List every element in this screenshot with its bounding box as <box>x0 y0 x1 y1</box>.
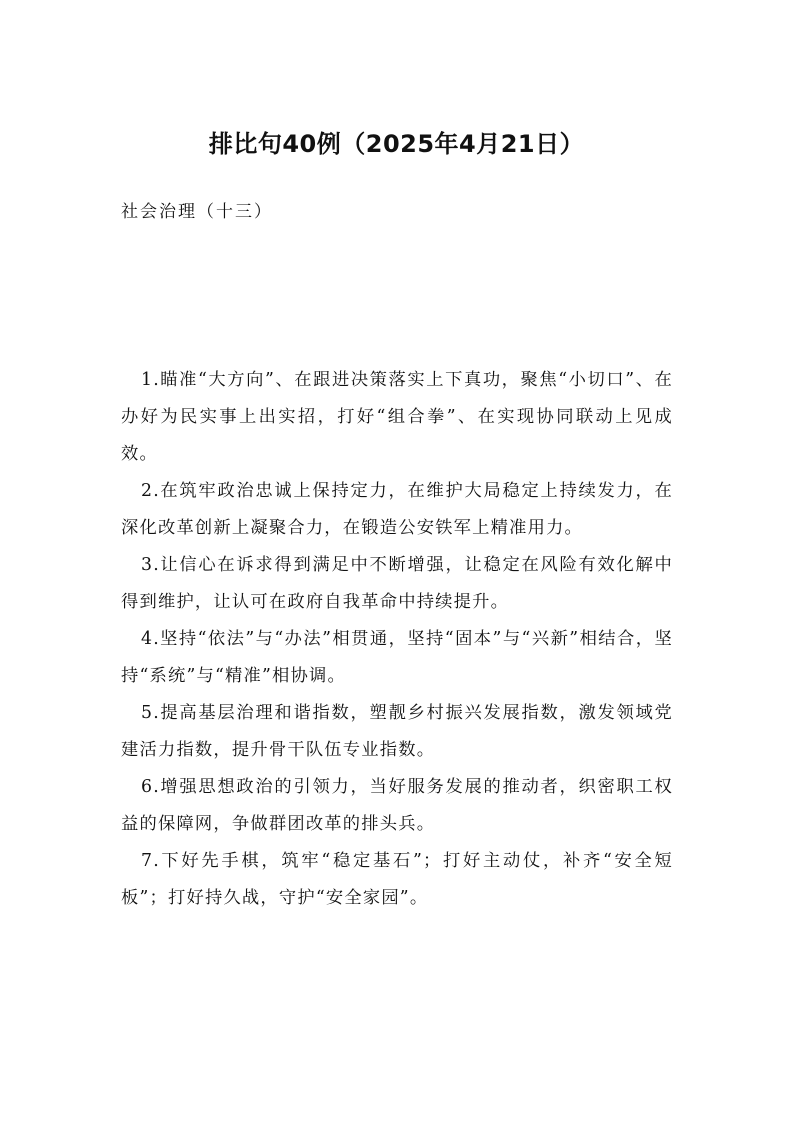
paragraph-6: 6.增强思想政治的引领力，当好服务发展的推动者，织密职工权益的保障网，争做群团改革的排头兵。 <box>121 777 673 834</box>
document-title: 排比句40例（2025年4月21日） <box>208 130 585 158</box>
paragraph-5: 5.提高基层治理和谐指数，塑靓乡村振兴发展指数，激发领域党建活力指数，提升骨干队伍专业指数。 <box>121 703 673 760</box>
paragraph-7: 7.下好先手棋，筑牢“稳定基石”；打好主动仗，补齐“安全短板”；打好持久战，守护“安全家园”。 <box>121 851 673 908</box>
document-subtitle: 社会治理（十三） <box>121 202 273 222</box>
document-body <box>121 362 673 917</box>
paragraph-3: 3.让信心在诉求得到满足中不断增强，让稳定在风险有效化解中得到维护，让认可在政府自我革命中持续提升。 <box>121 555 673 612</box>
paragraph-1: 1.瞄准“大方向”、在跟进决策落实上下真功，聚焦“小切口”、在办好为民实事上出实招，打好“组合拳”、在实现协同联动上见成效。 <box>121 370 673 464</box>
paragraph-2: 2.在筑牢政治忠诚上保持定力，在维护大局稳定上持续发力，在深化改革创新上凝聚合力，在锻造公安铁军上精准用力。 <box>121 481 673 538</box>
paragraph-4: 4.坚持“依法”与“办法”相贯通，坚持“固本”与“兴新”相结合，坚持“系统”与“精准”相协调。 <box>121 629 673 686</box>
